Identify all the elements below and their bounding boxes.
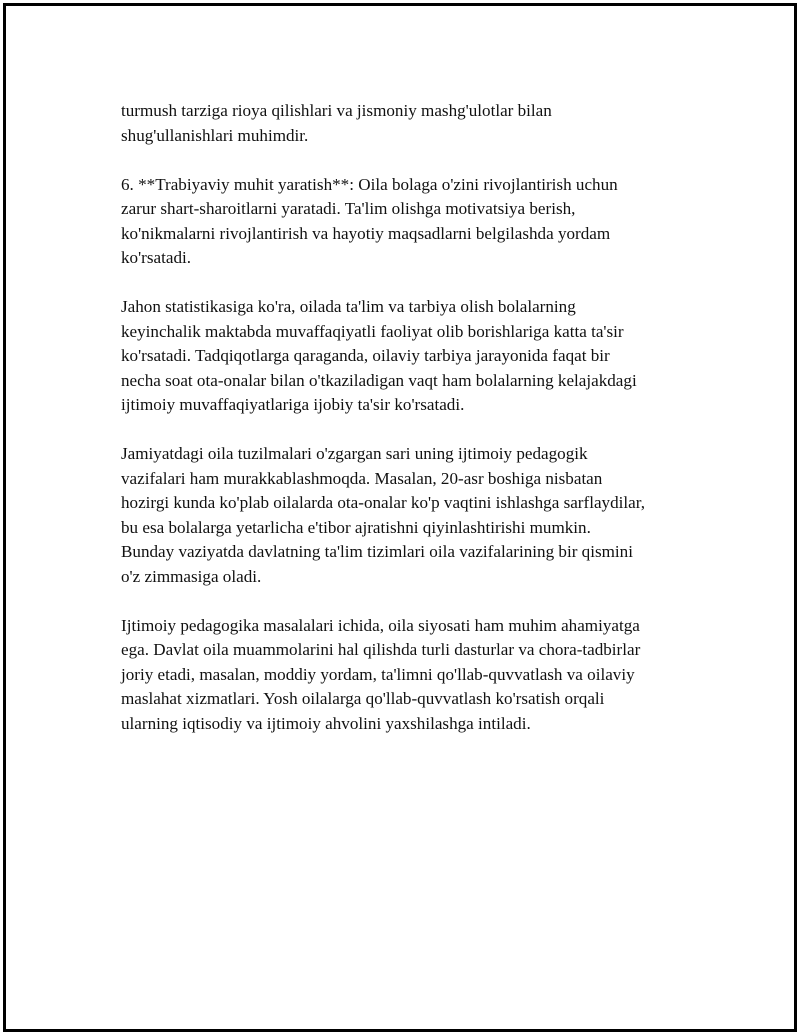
page-frame: [3, 3, 797, 1032]
paragraph-world-statistics: Jahon statistikasiga ko'ra, oilada ta'lim va tarbiya olish bolalarning keyinchalik maktabda muvaffaqiyatli faoliyat olib borishlariga katta ta'sir ko'rsatadi. Tadqiqotlarga qaraganda, oilaviy tarbiya jarayonida faqat bir necha soat ota-onalar bilan o'tkaziladigan vaqt ham bolalarning kelajakdagi ijtimoiy muvaffaqiyatlariga ijobiy ta'sir ko'rsatadi.: [121, 297, 637, 414]
paragraph-health-continuation: turmush tarziga rioya qilishlari va jismoniy mashg'ulotlar bilan shug'ullanishlari muhimdir.: [121, 101, 552, 145]
paragraph-family-structures: Jamiyatdagi oila tuzilmalari o'zgargan sari uning ijtimoiy pedagogik vazifalari ham murakkablashmoqda. Masalan, 20-asr boshiga nisbatan hozirgi kunda ko'plab oilalarda ota-onalar ko'p vaqtini ishlashga sarflaydilar, bu esa bolalarga yetarlicha e'tibor ajratishni qiyinlashtirishi mumkin. Bunday vaziyatda davlatning ta'lim tizimlari oila vazifalarining bir qismini o'z zimmasiga oladi.: [121, 444, 645, 586]
document-body: [121, 99, 721, 761]
paragraph-educational-environment: 6. **Trabiyaviy muhit yaratish**: Oila bolaga o'zini rivojlantirish uchun zarur shart-sharoitlarni yaratadi. Ta'lim olishga motivatsiya berish, ko'nikmalarni rivojlantirish va hayotiy maqsadlarni belgilashda yordam ko'rsatadi.: [121, 174, 618, 267]
paragraph-family-policy: Ijtimoiy pedagogika masalalari ichida, oila siyosati ham muhim ahamiyatga ega. Davlat oila muammolarini hal qilishda turli dasturlar va chora-tadbirlar joriy etadi, masalan, moddiy yordam, ta'limni qo'llab-quvvatlash va oilaviy maslahat xizmatlari. Yosh oilalarga qo'llab-quvvatlash ko'rsatish orqali ularning iqtisodiy va ijtimoiy ahvolini yaxshilashga intiladi.: [121, 615, 641, 733]
